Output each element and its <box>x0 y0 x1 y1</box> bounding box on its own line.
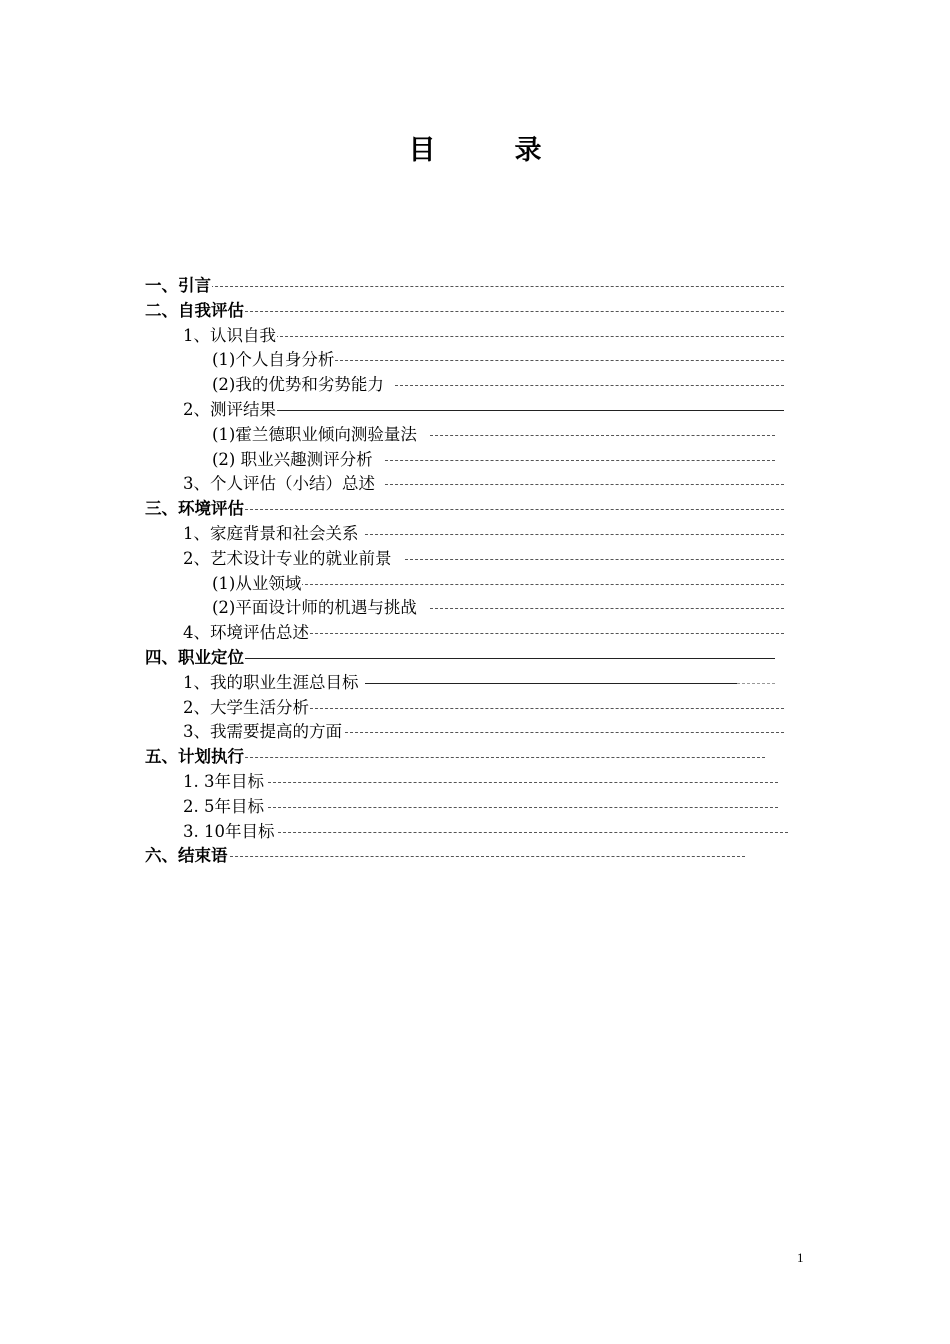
toc-leader <box>240 509 784 510</box>
toc-entry-interest-analysis[interactable] <box>0 448 950 473</box>
toc-leader <box>270 410 784 411</box>
toc-entry-5-year-goal[interactable] <box>0 795 950 820</box>
toc-entry-improvements[interactable] <box>0 720 950 745</box>
toc-entry-career-positioning[interactable] <box>0 646 950 671</box>
toc-entry-opportunities-challenges[interactable] <box>0 596 950 621</box>
toc-entry-label: 1、我的职业生涯总目标 <box>183 671 360 696</box>
toc-entry-label: 3、个人评估（小结）总述 <box>183 472 376 497</box>
page-number: 1 <box>797 1250 804 1265</box>
toc-leader <box>385 484 784 485</box>
toc-entry-label: 二、自我评估 <box>145 299 245 324</box>
toc-entry-label: 2、测评结果 <box>183 398 277 423</box>
toc-entry-test-results[interactable] <box>0 398 950 423</box>
toc-entry-personal-analysis[interactable] <box>0 348 950 373</box>
toc-leader <box>365 534 784 535</box>
toc-entry-label: 五、计划执行 <box>145 745 245 770</box>
toc-entry-label: (2)平面设计师的机遇与挑战 <box>212 596 418 621</box>
toc-entry-family-background[interactable] <box>0 522 950 547</box>
toc-entry-3-year-goal[interactable] <box>0 770 950 795</box>
toc-entry-introduction[interactable] <box>0 274 950 299</box>
toc-entry-holland-test[interactable] <box>0 423 950 448</box>
toc-entry-conclusion[interactable] <box>0 844 950 869</box>
toc-entry-10-year-goal[interactable] <box>0 820 950 845</box>
toc-entry-label: (1)霍兰德职业倾向测验量法 <box>212 423 418 448</box>
toc-entry-label: 一、引言 <box>145 274 212 299</box>
toc-entry-employment-prospects[interactable] <box>0 547 950 572</box>
table-of-contents <box>0 274 950 869</box>
toc-entry-label: 1、家庭背景和社会关系 <box>183 522 360 547</box>
toc-leader <box>268 807 778 808</box>
toc-entry-college-life[interactable] <box>0 696 950 721</box>
toc-entry-label: (1)从业领域 <box>212 572 302 597</box>
toc-entry-label: 4、环境评估总述 <box>183 621 310 646</box>
toc-entry-environment-assessment[interactable] <box>0 497 950 522</box>
toc-leader <box>405 559 784 560</box>
toc-entry-label: 3、我需要提高的方面 <box>183 720 343 745</box>
toc-leader <box>240 757 765 758</box>
toc-entry-label: 四、职业定位 <box>145 646 245 671</box>
toc-entry-personal-summary[interactable] <box>0 472 950 497</box>
toc-leader <box>300 584 784 585</box>
toc-entry-label: 六、结束语 <box>145 844 229 869</box>
toc-entry-career-goal[interactable] <box>0 671 950 696</box>
toc-leader <box>335 360 784 361</box>
toc-entry-self-assessment[interactable] <box>0 299 950 324</box>
toc-leader <box>225 856 745 857</box>
toc-entry-career-fields[interactable] <box>0 572 950 597</box>
toc-entry-plan-execution[interactable] <box>0 745 950 770</box>
toc-entry-label: (1)个人自身分析 <box>212 348 335 373</box>
toc-leader <box>310 633 784 634</box>
toc-leader <box>385 460 775 461</box>
toc-leader <box>395 385 784 386</box>
toc-entry-label: 1、认识自我 <box>183 324 277 349</box>
toc-entry-label: (2) 职业兴趣测评分析 <box>212 448 374 473</box>
toc-entry-label: 2、大学生活分析 <box>183 696 310 721</box>
toc-leader <box>200 286 784 287</box>
toc-entry-label: 2、艺术设计专业的就业前景 <box>183 547 393 572</box>
page-title: 目 录 <box>408 135 568 166</box>
toc-leader <box>268 782 778 783</box>
toc-entry-label: 2. 5年目标 <box>183 795 265 820</box>
toc-entry-label: 三、环境评估 <box>145 497 245 522</box>
toc-leader <box>365 683 737 684</box>
toc-leader <box>737 683 775 684</box>
toc-entry-label: 3. 10年目标 <box>183 820 275 845</box>
toc-entry-strengths-weaknesses[interactable] <box>0 373 950 398</box>
toc-entry-label: 1. 3年目标 <box>183 770 265 795</box>
toc-leader <box>240 311 784 312</box>
toc-leader <box>430 435 775 436</box>
toc-leader <box>240 658 775 659</box>
toc-leader <box>270 336 784 337</box>
toc-leader <box>310 708 784 709</box>
toc-leader <box>278 832 788 833</box>
toc-leader <box>345 732 784 733</box>
toc-entry-label: (2)我的优势和劣势能力 <box>212 373 385 398</box>
toc-leader <box>430 608 784 609</box>
toc-entry-environment-summary[interactable] <box>0 621 950 646</box>
toc-entry-know-yourself[interactable] <box>0 324 950 349</box>
